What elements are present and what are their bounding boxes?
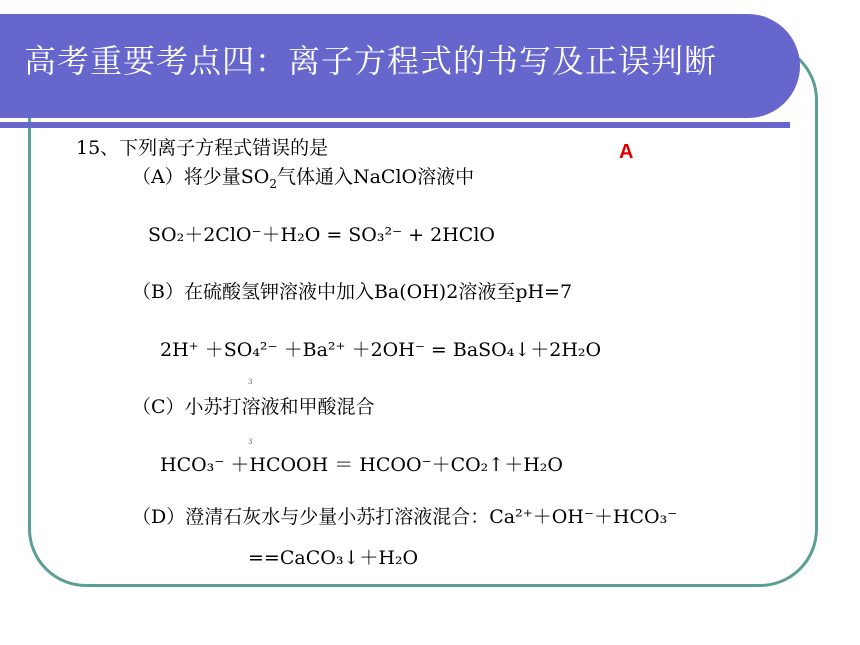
option-b-equation: 2H⁺ ＋SO₄²⁻ ＋Ba²⁺ ＋2OH⁻ = BaSO₄↓＋2H₂O xyxy=(160,339,602,361)
banner-underline xyxy=(0,122,790,128)
answer-label: A xyxy=(619,141,634,163)
option-a-text xyxy=(132,162,474,191)
slide-title: 高考重要考点四：离子方程式的书写及正误判断 xyxy=(24,42,718,80)
option-d-text: （D）澄清石灰水与少量小苏打溶液混合：Ca²⁺＋OH⁻＋HCO₃⁻ xyxy=(132,506,678,528)
option-a-prefix: （A）将少量SO xyxy=(132,166,270,188)
question-stem: 15、下列离子方程式错误的是 xyxy=(76,137,329,159)
option-c-equation: HCO₃⁻ ＋HCOOH ＝ HCOO⁻＋CO₂↑＋H₂O xyxy=(160,454,563,476)
option-c-text: （C）小苏打溶液和甲酸混合 xyxy=(132,396,375,418)
stray-mark: 3 xyxy=(248,378,253,386)
option-b-text: （B）在硫酸氢钾溶液中加入Ba(OH)2溶液至pH=7 xyxy=(132,281,573,303)
stray-mark-2: 3 xyxy=(248,438,253,446)
option-a-suffix: 气体通入NaClO溶液中 xyxy=(276,166,475,188)
option-a-equation: SO₂＋2ClO⁻＋H₂O = SO₃²⁻ + 2HClO xyxy=(148,224,495,246)
option-d-equation: ==CaCO₃↓＋H₂O xyxy=(248,547,419,569)
option-a-subscript: 2 xyxy=(269,176,277,191)
